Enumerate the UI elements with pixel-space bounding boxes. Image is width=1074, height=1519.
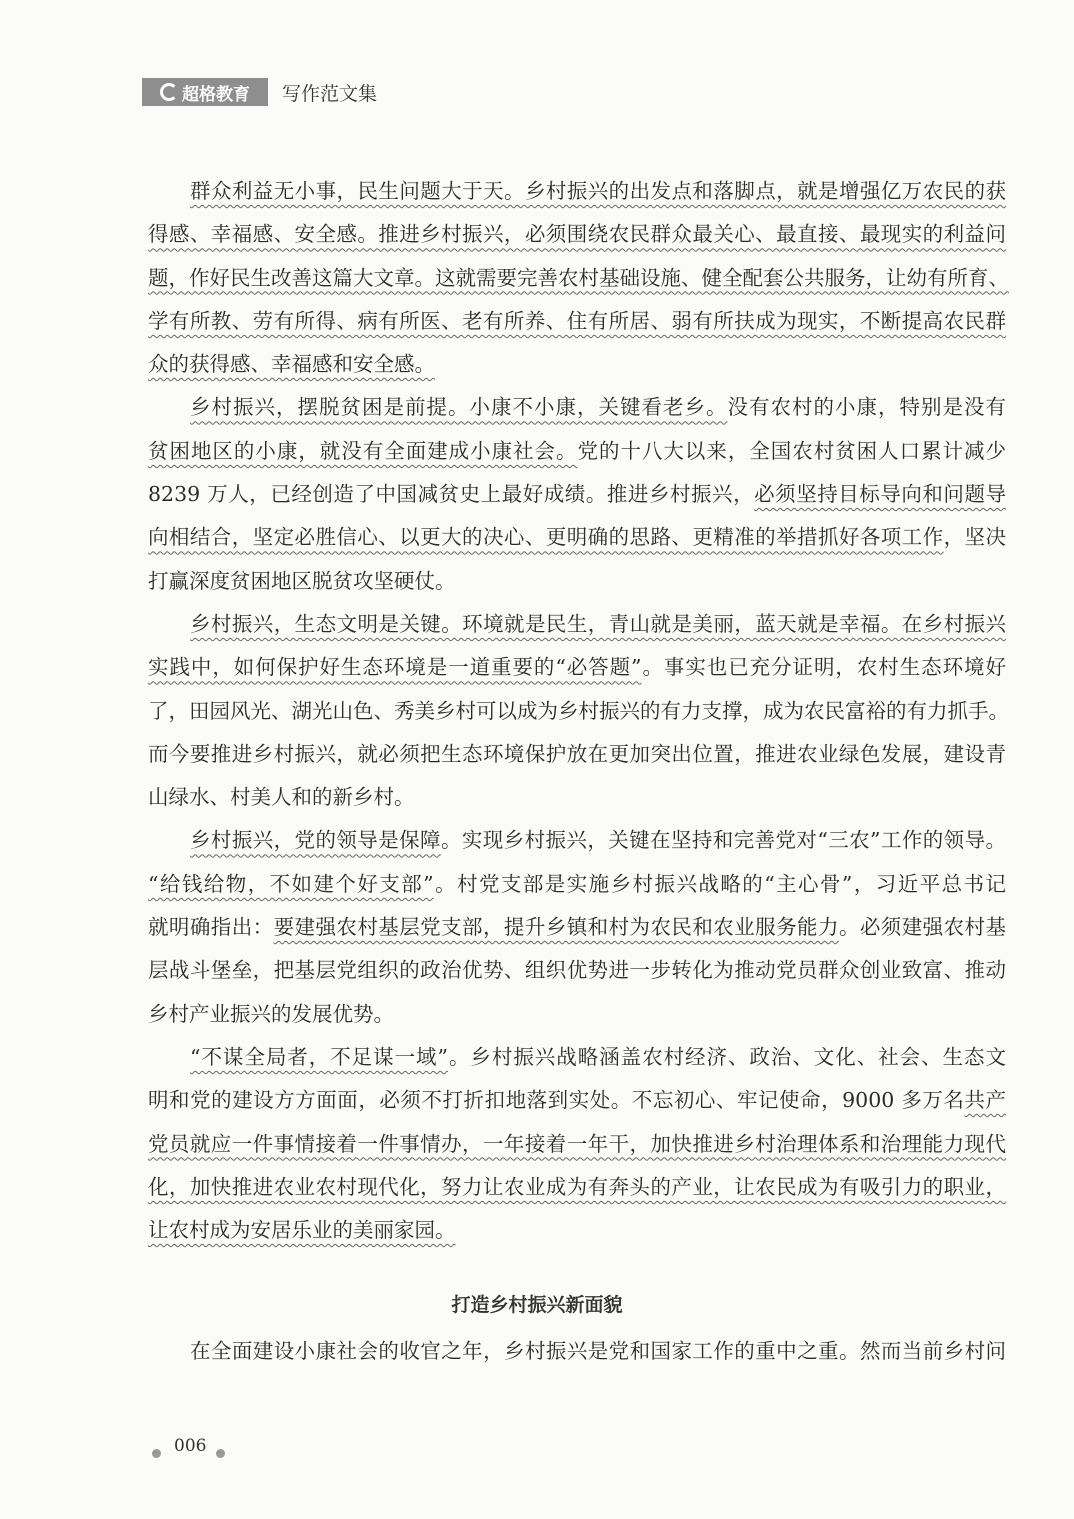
text-line (148, 1166, 1006, 1209)
section-body (148, 1330, 1006, 1373)
text-line (148, 516, 1006, 559)
logo-text: 超格教育 (182, 84, 250, 105)
text-segment: 党的十八大以来，全国农村贫困人口累计减少 (577, 438, 1007, 463)
text-segment: 。村党支部是实施乡村振兴战略的“主心骨”，习近平总书记 (433, 871, 1006, 896)
underlined-text: 学有所教、劳有所得、病有所医、老有所养、住有所居、弱有所扶成为现实，不断提高农民群 (148, 308, 1006, 333)
text-line (148, 863, 1006, 906)
text-segment: 。必须建强农村基 (838, 915, 1006, 940)
paragraph (148, 170, 1009, 386)
logo-g-icon (160, 83, 178, 101)
underlined-text: “给钱给物，不如建个好支部” (148, 871, 434, 896)
text-line (148, 690, 1009, 733)
text-line (148, 170, 1006, 213)
page-number: 006 (174, 1436, 207, 1456)
text-line (148, 343, 1006, 386)
underlined-text: 众的获得感、幸福感和安全感。 (148, 352, 435, 377)
text-line (148, 993, 1006, 1036)
text-segment: 8239 万人，已经创造了中国减贫史上最好成绩。推进乡村振兴， (148, 482, 755, 507)
underlined-text: 乡村振兴，党的领导是保障 (190, 828, 441, 853)
text-segment: ，坚决 (943, 525, 1006, 550)
underlined-text: 乡村振兴，摆脱贫困是前提。小康不小康，关键看老乡。 (190, 395, 728, 420)
ornament-dot-icon (152, 1449, 161, 1458)
underlined-text: 党员就应一件事情接着一件事情办，一年接着一年干，加快推进乡村治理体系和治理能力现代 (148, 1131, 1006, 1156)
underlined-text: 必须坚持目标导向和问题导 (754, 482, 1007, 507)
underlined-text: 共产 (964, 1088, 1007, 1113)
text-line (148, 1123, 1006, 1166)
text-segment: 而今要推进乡村振兴，就必须把生态环境保护放在更加突出位置，推进农业绿色发展，建设青 (148, 741, 1006, 766)
text-line (148, 213, 1006, 256)
underlined-text: 群众利益无小事，民生问题大于天。乡村振兴的出发点和落脚点，就是增强亿万农民的获 (190, 179, 1006, 203)
text-line (148, 646, 1006, 689)
text-segment: 打赢深度贫困地区脱贫攻坚硬仗。 (148, 568, 456, 593)
text-segment: 。乡村振兴战略涵盖农村经济、政治、文化、社会、生态文 (448, 1044, 1006, 1069)
text-segment: 乡村产业振兴的发展优势。 (148, 1001, 394, 1026)
text-line (148, 1209, 1006, 1252)
page-footer (152, 1436, 226, 1466)
text-segment: 没有农村的小康，特别是没有 (727, 395, 1006, 420)
underlined-text: 让农村成为安居乐业的美丽家园。 (148, 1218, 456, 1243)
underlined-text: “不谋全局者，不足谋一域” (190, 1044, 448, 1069)
text-line (148, 473, 1006, 516)
text-line (148, 560, 1006, 603)
section-title: 打造乡村振兴新面貌 (451, 1294, 623, 1316)
text-line (148, 906, 1006, 949)
paragraph (148, 603, 1009, 819)
text-segment: 山绿水、村美人和的新乡村。 (148, 785, 415, 810)
paragraph (148, 1036, 1006, 1252)
underlined-text: 要建强农村基层党支部，提升乡镇和村为农民和农业服务能力 (273, 915, 839, 940)
underlined-text: 化，加快推进农业农村现代化，努力让农业成为有奔头的产业，让农民成为有吸引力的职业， (148, 1174, 1006, 1199)
text-line (148, 603, 1006, 646)
text-line (148, 1079, 1006, 1122)
ornament-dot-icon (216, 1449, 225, 1458)
series-title: 写作范文集 (282, 82, 378, 105)
paragraph (148, 819, 1006, 1035)
text-line (148, 776, 1006, 819)
article-body (148, 170, 1009, 1252)
text-line (148, 1036, 1006, 1079)
text-segment: 。实现乡村振兴，关键在坚持和完善党对“三农”工作的领导。 (440, 828, 1006, 853)
text-line (148, 1330, 1006, 1373)
text-segment: 了，田园风光、湖光山色、秀美乡村可以成为乡村振兴的有力支撑，成为农民富裕的有力抓手。 (148, 698, 1009, 723)
text-segment: 层战斗堡垒，把基层党组织的政治优势、组织优势进一步转化为推动党员群众创业致富、推动 (148, 958, 1006, 983)
text-line (148, 949, 1006, 992)
text-segment: 。事实也已充分证明，农村生态环境好 (641, 655, 1006, 680)
underlined-text: 贫困地区的小康，就没有全面建成小康社会。 (148, 438, 578, 463)
underlined-text: 得感、幸福感、安全感。推进乡村振兴，必须围绕农民群众最关心、最直接、最现实的利益问 (148, 222, 1006, 247)
underlined-text: 实践中，如何保护好生态环境是一道重要的“必答题” (148, 655, 642, 680)
text-line (148, 386, 1006, 429)
text-line (148, 300, 1006, 343)
text-line (148, 819, 1006, 862)
text-line (148, 430, 1006, 473)
underlined-text: 向相结合，坚定必胜信心、以更大的决心、更明确的思路、更精准的举措抓好各项工作 (148, 525, 944, 550)
publisher-logo (142, 78, 268, 106)
page-header (142, 78, 377, 106)
text-segment: 明和党的建设方方面面，必须不打折扣地落到实处。不忘初心、牢记使命，9000 多万名 (148, 1088, 965, 1113)
underlined-text: 题，作好民生改善这篇大文章。这就需要完善农村基础设施、健全配套公共服务，让幼有所育、 (148, 265, 1009, 290)
paragraph (148, 386, 1006, 602)
text-line (148, 733, 1006, 776)
text-segment: 就明确指出： (148, 915, 274, 940)
text-segment: 在全面建设小康社会的收官之年，乡村振兴是党和国家工作的重中之重。然而当前乡村问 (190, 1339, 1006, 1363)
underlined-text: 乡村振兴，生态文明是关键。环境就是民生，青山就是美丽，蓝天就是幸福。在乡村振兴 (190, 611, 1006, 636)
text-line (148, 257, 1009, 300)
